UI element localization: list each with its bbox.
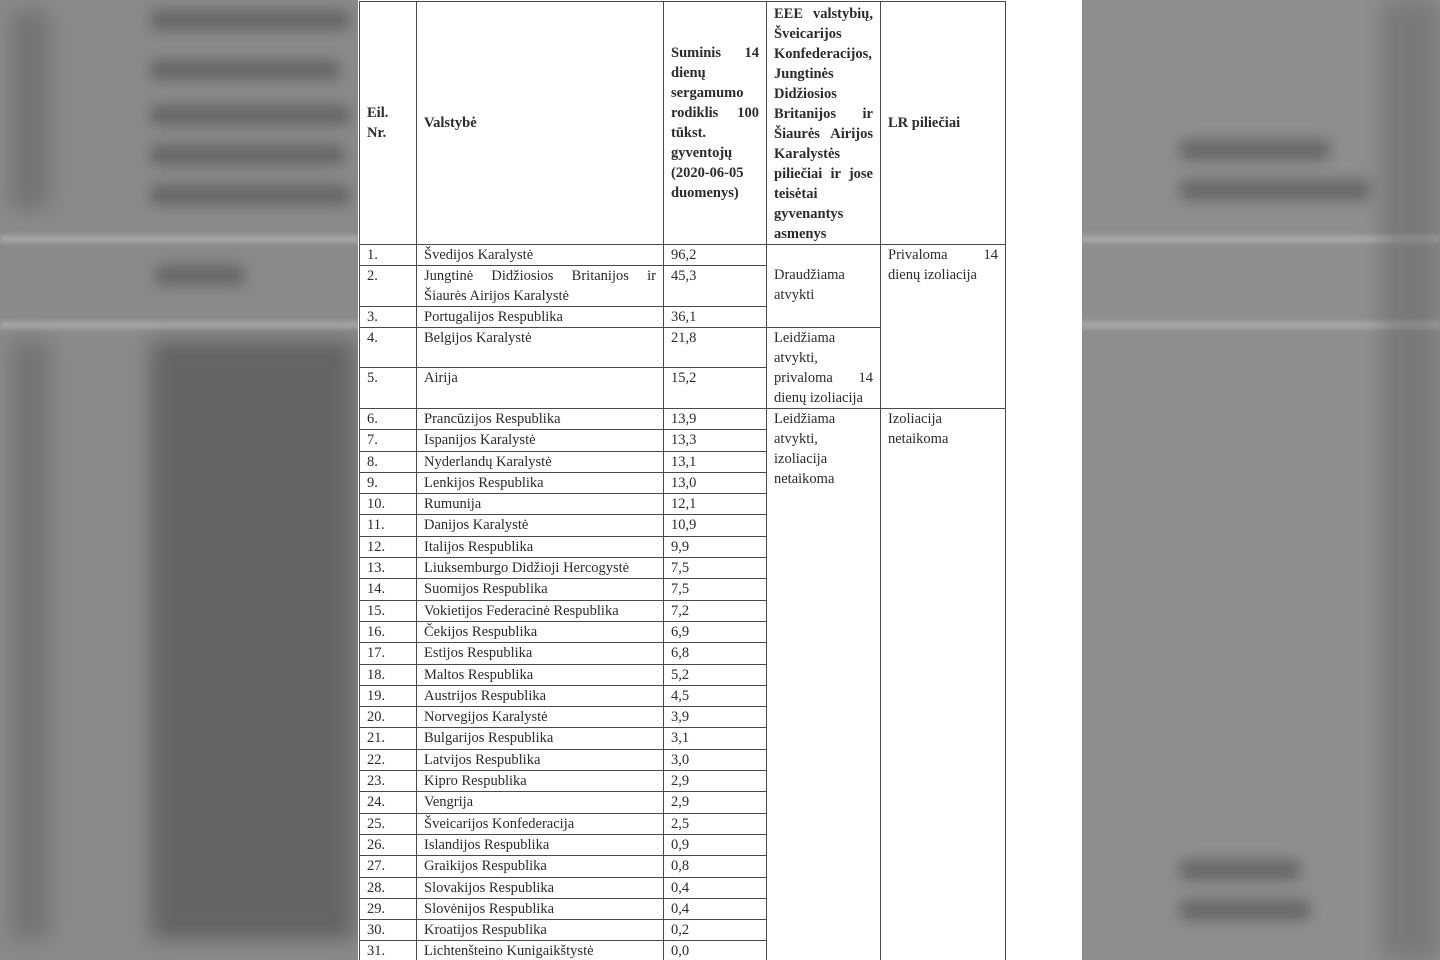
table-row (360, 245, 1006, 266)
row-number: 23. (360, 771, 417, 792)
group-lr-no-isolation: Izoliacija netaikoma (881, 409, 1006, 960)
row-incidence-rate: 7,5 (664, 558, 767, 579)
row-incidence-rate: 5,2 (664, 664, 767, 685)
blurred-left-page (0, 0, 360, 960)
row-country: Airija (417, 368, 664, 409)
table-row (360, 409, 1006, 430)
row-incidence-rate: 12,1 (664, 494, 767, 515)
row-number: 22. (360, 749, 417, 770)
row-number: 3. (360, 307, 417, 328)
document-page (358, 0, 1082, 960)
row-country: Norvegijos Karalystė (417, 707, 664, 728)
row-number: 21. (360, 728, 417, 749)
row-incidence-rate: 0,2 (664, 920, 767, 941)
row-incidence-rate: 13,1 (664, 451, 767, 472)
row-country: Estijos Respublika (417, 643, 664, 664)
row-incidence-rate: 4,5 (664, 685, 767, 706)
row-number: 11. (360, 515, 417, 536)
row-country: Slovėnijos Respublika (417, 898, 664, 919)
row-country: Lichtenšteino Kunigaikštystė (417, 941, 664, 960)
row-number: 30. (360, 920, 417, 941)
row-country: Liuksemburgo Didžioji Hercogystė (417, 558, 664, 579)
row-incidence-rate: 0,4 (664, 877, 767, 898)
row-country: Graikijos Respublika (417, 856, 664, 877)
countries-table (359, 1, 1006, 960)
row-number: 19. (360, 685, 417, 706)
group-eee-banned: Draudžiama atvykti (767, 245, 881, 328)
row-number: 24. (360, 792, 417, 813)
row-incidence-rate: 2,9 (664, 792, 767, 813)
row-country: Islandijos Respublika (417, 834, 664, 855)
row-country: Kroatijos Respublika (417, 920, 664, 941)
row-number: 28. (360, 877, 417, 898)
row-country: Belgijos Karalystė (417, 328, 664, 368)
row-number: 7. (360, 430, 417, 451)
row-incidence-rate: 13,9 (664, 409, 767, 430)
row-incidence-rate: 0,4 (664, 898, 767, 919)
row-number: 26. (360, 834, 417, 855)
row-country: Prancūzijos Respublika (417, 409, 664, 430)
row-incidence-rate: 0,8 (664, 856, 767, 877)
row-country: Rumunija (417, 494, 664, 515)
header-number: Eil. Nr. (360, 2, 417, 245)
row-number: 25. (360, 813, 417, 834)
row-incidence-rate: 6,8 (664, 643, 767, 664)
row-number: 29. (360, 898, 417, 919)
row-country: Suomijos Respublika (417, 579, 664, 600)
row-country: Ispanijos Karalystė (417, 430, 664, 451)
row-number: 12. (360, 536, 417, 557)
row-number: 10. (360, 494, 417, 515)
row-number: 8. (360, 451, 417, 472)
row-incidence-rate: 96,2 (664, 245, 767, 266)
group-lr-isolation: Privaloma 14 dienų izoliacija (881, 245, 1006, 409)
row-incidence-rate: 3,0 (664, 749, 767, 770)
row-incidence-rate: 0,0 (664, 941, 767, 960)
row-number: 6. (360, 409, 417, 430)
group-eee-allowed-no-isolation: Leidžiama atvykti, izoliacija netaikoma (767, 409, 881, 960)
row-country: Švedijos Karalystė (417, 245, 664, 266)
row-country: Italijos Respublika (417, 536, 664, 557)
row-country: Danijos Karalystė (417, 515, 664, 536)
row-number: 5. (360, 368, 417, 409)
row-incidence-rate: 9,9 (664, 536, 767, 557)
row-incidence-rate: 10,9 (664, 515, 767, 536)
row-country: Čekijos Respublika (417, 621, 664, 642)
header-lr-citizens: LR piliečiai (881, 2, 1006, 245)
row-incidence-rate: 36,1 (664, 307, 767, 328)
row-number: 18. (360, 664, 417, 685)
header-incidence-rate: Suminis 14 dienų sergamumo rodiklis 100 tūkst. gyventojų (2020-06-05 duomenys) (664, 2, 767, 245)
row-number: 4. (360, 328, 417, 368)
row-number: 14. (360, 579, 417, 600)
row-incidence-rate: 15,2 (664, 368, 767, 409)
row-country: Maltos Respublika (417, 664, 664, 685)
group-eee-allowed-isolation: Leidžiama atvykti, privaloma 14 dienų izoliacija (767, 328, 881, 409)
row-number: 15. (360, 600, 417, 621)
row-incidence-rate: 0,9 (664, 834, 767, 855)
row-incidence-rate: 7,2 (664, 600, 767, 621)
row-country: Portugalijos Respublika (417, 307, 664, 328)
row-number: 27. (360, 856, 417, 877)
row-number: 1. (360, 245, 417, 266)
row-incidence-rate: 7,5 (664, 579, 767, 600)
row-incidence-rate: 3,1 (664, 728, 767, 749)
row-country: Jungtinė Didžiosios Britanijos ir Šiaurės Airijos Karalystė (417, 266, 664, 307)
header-country: Valstybė (417, 2, 664, 245)
row-incidence-rate: 21,8 (664, 328, 767, 368)
row-number: 13. (360, 558, 417, 579)
row-incidence-rate: 45,3 (664, 266, 767, 307)
row-number: 31. (360, 941, 417, 960)
row-country: Kipro Respublika (417, 771, 664, 792)
row-country: Šveicarijos Konfederacija (417, 813, 664, 834)
row-country: Slovakijos Respublika (417, 877, 664, 898)
row-country: Lenkijos Respublika (417, 472, 664, 493)
header-eee-citizens: EEE valstybių, Šveicarijos Konfederacijos, Jungtinės Didžiosios Britanijos ir Šiaurės Airijos Karalystės piliečiai ir jose teisėtai gyvenantys asmenys (767, 2, 881, 245)
row-number: 20. (360, 707, 417, 728)
row-country: Austrijos Respublika (417, 685, 664, 706)
row-incidence-rate: 2,5 (664, 813, 767, 834)
row-country: Latvijos Respublika (417, 749, 664, 770)
row-number: 16. (360, 621, 417, 642)
row-country: Nyderlandų Karalystė (417, 451, 664, 472)
row-incidence-rate: 13,0 (664, 472, 767, 493)
row-number: 2. (360, 266, 417, 307)
table-header-row (360, 2, 1006, 245)
row-number: 9. (360, 472, 417, 493)
row-incidence-rate: 6,9 (664, 621, 767, 642)
row-incidence-rate: 13,3 (664, 430, 767, 451)
row-country: Bulgarijos Respublika (417, 728, 664, 749)
row-country: Vokietijos Federacinė Respublika (417, 600, 664, 621)
row-country: Vengrija (417, 792, 664, 813)
blurred-right-page (1080, 0, 1440, 960)
row-number: 17. (360, 643, 417, 664)
row-incidence-rate: 3,9 (664, 707, 767, 728)
row-incidence-rate: 2,9 (664, 771, 767, 792)
